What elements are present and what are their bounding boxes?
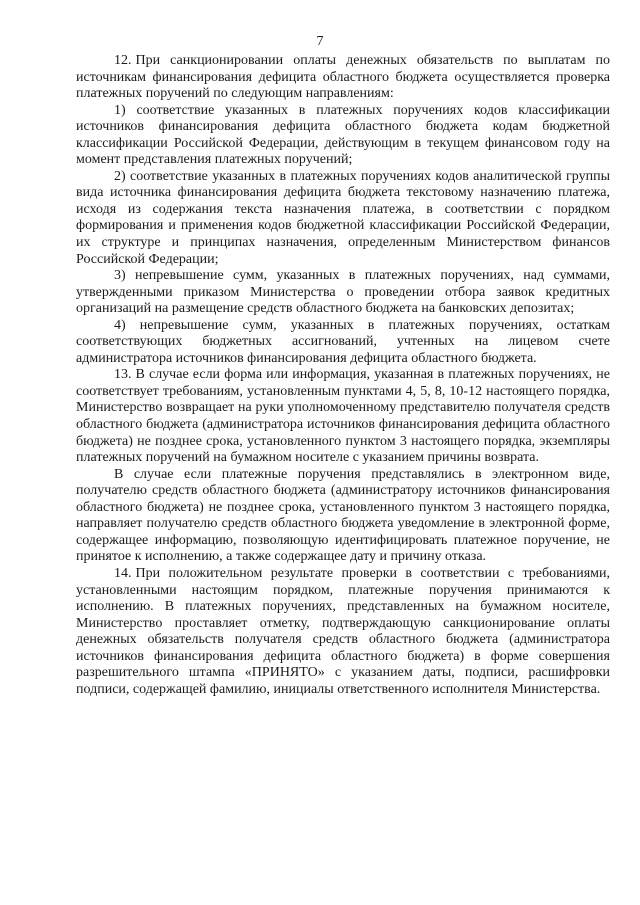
document-body [76,53,610,698]
paragraph-text: 4) непревышение сумм, указанных в платежных поручениях, остаткам соответствующих бюджетных ассигнований, учтенных на лицевом счете администратора источников финансирования дефицита областного бюджета. [76,317,610,366]
paragraph-12 [76,53,610,103]
list-item-4 [76,318,610,368]
list-item-3 [76,268,610,318]
paragraph-text: В случае если форма или информация, указанная в платежных поручениях, не соответствует требованиям, установленным пунктами 4, 5, 8, 10-12 настоящего порядка, Министерство возвращает на руки уполномоченному представителю получателя средств областного бюджета (администратора источников финансирования дефицита областного бюджета) не позднее срока, установленного пунктом 3 настоящего порядка, экземпляры платежных поручений на бумажном носителе с указанием причины возврата. [76,367,610,466]
paragraph-13 [76,367,610,466]
paragraph-number: 13. [114,367,132,383]
paragraph-13-continuation [76,467,610,566]
paragraph-text: При санкционировании оплаты денежных обязательств по выплатам по источникам финансирования дефицита областного бюджета осуществляется проверка платежных поручений по следующим направлениям: [76,53,610,102]
paragraph-number: 14. [114,565,132,581]
list-item-2 [76,169,610,268]
paragraph-14 [76,566,610,698]
paragraph-text: В случае если платежные поручения представлялись в электронном виде, получателю средств областного бюджета (администратору источников финансирования областного бюджета) не позднее срока, установленного пунктом 3 настоящего порядка, направляет получателю средств областного бюджета уведомление в электронной форме, содержащее информацию, позволяющую идентифицировать платежное поручение, не принятое к исполнению, а также содержащее дату и причину отказа. [76,466,610,565]
paragraph-text: 3) непревышение сумм, указанных в платежных поручениях, над суммами, утвержденными приказом Министерства о проведении отбора заявок кредитных организаций на размещение средств областного бюджета на банковских депозитах; [76,268,610,317]
paragraph-text: При положительном результате проверки в соответствии с требованиями, установленными настоящим порядком, платежные поручения принимаются к исполнению. В платежных поручениях, представленных на бумажном носителе, Министерство проставляет отметку, подтверждающую санкционирование оплаты денежных обязательств получателя средств областного бюджета (администратора источников финансирования дефицита областного бюджета) в форме совершения разрешительного штампа «ПРИНЯТО» с указанием даты, подписи, расшифровки подписи, содержащей фамилию, инициалы ответственного исполнителя Министерства. [76,565,610,697]
paragraph-text: 2) соответствие указанных в платежных поручениях кодов аналитической группы вида источника финансирования дефицита бюджета текстовому назначению платежа, исходя из содержания текста назначения платежа, в соответствии с порядком формирования и применения кодов бюджетной классификации Российской Федерации, их структуре и принципах назначения, определенным Министерством финансов Российской Федерации; [76,168,610,267]
page-number: 7 [316,34,324,49]
list-item-1 [76,103,610,169]
paragraph-text: 1) соответствие указанных в платежных поручениях кодов классификации источников финансирования дефицита областного бюджета кодам бюджетной классификации Российской Федерации, действующим в текущем финансовом году на момент представления платежных поручений; [76,102,610,168]
paragraph-number: 12. [114,53,132,68]
